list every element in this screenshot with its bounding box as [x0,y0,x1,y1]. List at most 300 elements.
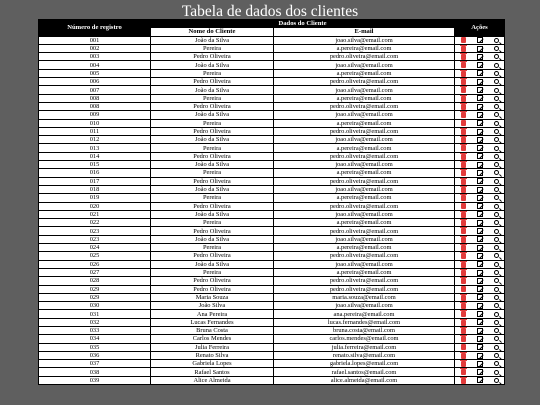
search-icon[interactable] [494,154,499,159]
cell-registro: 015 [39,161,151,169]
cell-email: a.pereira@email.com [274,94,455,102]
trash-icon[interactable] [461,245,466,251]
table-row [39,185,505,193]
edit-icon[interactable] [477,294,483,300]
trash-icon[interactable] [461,195,466,201]
cell-acoes [455,219,505,227]
trash-icon[interactable] [461,46,466,52]
table-row [39,161,505,169]
cell-registro: 027 [39,268,151,276]
search-icon[interactable] [494,146,499,151]
search-icon[interactable] [494,112,499,117]
edit-icon[interactable] [477,129,483,135]
cell-acoes [455,285,505,293]
edit-icon[interactable] [477,187,483,193]
trash-icon[interactable] [461,120,466,126]
search-icon[interactable] [494,71,499,76]
search-icon[interactable] [494,253,499,258]
header-registro: Número de registro [39,20,151,37]
cell-acoes [455,326,505,334]
cell-email: pedro.oliveira@email.com [274,252,455,260]
cell-registro: 034 [39,335,151,343]
trash-icon[interactable] [461,369,466,375]
cell-nome: João da Silva [151,136,274,144]
search-icon[interactable] [494,312,499,317]
cell-registro: 007 [39,86,151,94]
trash-icon[interactable] [461,71,466,77]
cell-nome: João da Silva [151,111,274,119]
cell-registro: 029 [39,293,151,301]
cell-email: maria.souza@email.com [274,293,455,301]
cell-nome: João da Silva [151,161,274,169]
table-row [39,36,505,44]
edit-icon[interactable] [477,79,483,85]
cell-acoes [455,376,505,384]
cell-acoes [455,293,505,301]
table-row [39,177,505,185]
cell-nome: Gabriela Lopes [151,360,274,368]
search-icon[interactable] [494,336,499,341]
cell-nome: Pereira [151,44,274,52]
table-row [39,260,505,268]
trash-icon[interactable] [461,104,466,110]
edit-icon[interactable] [477,162,483,168]
cell-acoes [455,78,505,86]
cell-nome: Pedro Oliveira [151,78,274,86]
cell-email: pedro.oliveira@email.com [274,102,455,110]
header-nome: Nome do Cliente [151,28,274,36]
edit-icon[interactable] [477,319,483,325]
cell-email: joao.silva@email.com [274,36,455,44]
edit-icon[interactable] [477,87,483,93]
cell-registro: 006 [39,78,151,86]
cell-registro: 010 [39,119,151,127]
edit-icon[interactable] [477,228,483,234]
trash-icon[interactable] [461,187,466,193]
edit-icon[interactable] [477,70,483,76]
cell-email: pedro.oliveira@email.com [274,53,455,61]
cell-nome: Renato Silva [151,351,274,359]
cell-nome: João da Silva [151,36,274,44]
table-row [39,94,505,102]
cell-acoes [455,53,505,61]
search-icon[interactable] [494,129,499,134]
trash-icon[interactable] [461,37,466,43]
cell-email: joao.silva@email.com [274,61,455,69]
edit-icon[interactable] [477,245,483,251]
search-icon[interactable] [494,345,499,350]
search-icon[interactable] [494,88,499,93]
cell-nome: João da Silva [151,61,274,69]
search-icon[interactable] [494,54,499,59]
trash-icon[interactable] [461,361,466,367]
table-row [39,119,505,127]
cell-registro: 001 [39,36,151,44]
cell-email: a.pereira@email.com [274,144,455,152]
clients-table-wrapper [38,19,504,385]
cell-acoes [455,177,505,185]
edit-icon[interactable] [477,145,483,151]
search-icon[interactable] [494,204,499,209]
search-icon[interactable] [494,121,499,126]
cell-registro: 032 [39,318,151,326]
cell-nome: Pedro Oliveira [151,53,274,61]
edit-icon[interactable] [477,37,483,43]
trash-icon[interactable] [461,54,466,60]
cell-registro: 008 [39,102,151,110]
cell-acoes [455,360,505,368]
header-acoes: Ações [455,20,505,37]
table-row [39,111,505,119]
search-icon[interactable] [494,179,499,184]
trash-icon[interactable] [461,253,466,259]
cell-registro: 037 [39,360,151,368]
table-row [39,310,505,318]
table-row [39,152,505,160]
trash-icon[interactable] [461,79,466,85]
cell-email: carlos.mendes@email.com [274,335,455,343]
cell-nome: Pereira [151,119,274,127]
cell-acoes [455,169,505,177]
table-row [39,368,505,376]
edit-icon[interactable] [477,336,483,342]
cell-registro: 023 [39,235,151,243]
cell-registro: 031 [39,310,151,318]
search-icon[interactable] [494,212,499,217]
edit-icon[interactable] [477,270,483,276]
cell-acoes [455,244,505,252]
search-icon[interactable] [494,270,499,275]
search-icon[interactable] [494,353,499,358]
trash-icon[interactable] [461,145,466,151]
cell-registro: 022 [39,219,151,227]
cell-registro: 029 [39,285,151,293]
cell-registro: 017 [39,177,151,185]
cell-nome: Pereira [151,169,274,177]
cell-registro: 016 [39,169,151,177]
cell-acoes [455,152,505,160]
edit-icon[interactable] [477,361,483,367]
cell-email: joao.silva@email.com [274,86,455,94]
search-icon[interactable] [494,46,499,51]
trash-icon[interactable] [461,311,466,317]
cell-acoes [455,185,505,193]
cell-registro: 033 [39,326,151,334]
edit-icon[interactable] [477,303,483,309]
search-icon[interactable] [494,63,499,68]
edit-icon[interactable] [477,311,483,317]
edit-icon[interactable] [477,278,483,284]
trash-icon[interactable] [461,220,466,226]
cell-email: a.pereira@email.com [274,194,455,202]
trash-icon[interactable] [461,212,466,218]
cell-nome: João Silva [151,302,274,310]
search-icon[interactable] [494,278,499,283]
cell-nome: Maria Souza [151,293,274,301]
trash-icon[interactable] [461,137,466,143]
trash-icon[interactable] [461,237,466,243]
trash-icon[interactable] [461,286,466,292]
cell-registro: 021 [39,210,151,218]
trash-icon[interactable] [461,203,466,209]
trash-icon[interactable] [461,378,466,384]
edit-icon[interactable] [477,178,483,184]
search-icon[interactable] [494,38,499,43]
cell-registro: 025 [39,252,151,260]
cell-registro: 019 [39,194,151,202]
table-row [39,360,505,368]
cell-email: lucas.fernandes@email.com [274,318,455,326]
trash-icon[interactable] [461,336,466,342]
cell-nome: Pereira [151,194,274,202]
search-icon[interactable] [494,320,499,325]
trash-icon[interactable] [461,278,466,284]
cell-nome: Pedro Oliveira [151,202,274,210]
cell-email: a.pereira@email.com [274,69,455,77]
cell-registro: 026 [39,260,151,268]
search-icon[interactable] [494,361,499,366]
table-row [39,376,505,384]
cell-nome: Pereira [151,244,274,252]
trash-icon[interactable] [461,96,466,102]
cell-acoes [455,310,505,318]
edit-icon[interactable] [477,170,483,176]
edit-icon[interactable] [477,95,483,101]
page-title: Tabela de dados dos clientes [181,3,359,20]
cell-email: joao.silva@email.com [274,111,455,119]
edit-icon[interactable] [477,211,483,217]
cell-nome: Pedro Oliveira [151,252,274,260]
cell-email: ana.pereira@email.com [274,310,455,318]
cell-acoes [455,119,505,127]
search-icon[interactable] [494,245,499,250]
cell-registro: 004 [39,61,151,69]
cell-nome: Pereira [151,219,274,227]
table-row [39,194,505,202]
edit-icon[interactable] [477,369,483,375]
edit-icon[interactable] [477,203,483,209]
cell-acoes [455,194,505,202]
cell-nome: Lucas Fernandes [151,318,274,326]
cell-email: bruna.costa@email.com [274,326,455,334]
cell-email: gabriela.lopes@email.com [274,360,455,368]
cell-nome: Carlos Mendes [151,335,274,343]
cell-registro: 030 [39,302,151,310]
cell-nome: Pereira [151,144,274,152]
trash-icon[interactable] [461,154,466,160]
cell-nome: Pedro Oliveira [151,277,274,285]
trash-icon[interactable] [461,62,466,68]
edit-icon[interactable] [477,104,483,110]
search-icon[interactable] [494,262,499,267]
table-row [39,61,505,69]
trash-icon[interactable] [461,112,466,118]
cell-nome: Pedro Oliveira [151,152,274,160]
search-icon[interactable] [494,79,499,84]
cell-nome: Pereira [151,268,274,276]
cell-acoes [455,277,505,285]
table-row [39,351,505,359]
search-icon[interactable] [494,229,499,234]
search-icon[interactable] [494,237,499,242]
trash-icon[interactable] [461,179,466,185]
table-row [39,219,505,227]
cell-registro: 039 [39,376,151,384]
cell-email: renato.silva@email.com [274,351,455,359]
trash-icon[interactable] [461,344,466,350]
cell-nome: Rafael Santos [151,368,274,376]
cell-acoes [455,351,505,359]
cell-registro: 012 [39,136,151,144]
edit-icon[interactable] [477,153,483,159]
trash-icon[interactable] [461,228,466,234]
edit-icon[interactable] [477,253,483,259]
cell-email: joao.silva@email.com [274,136,455,144]
cell-email: pedro.oliveira@email.com [274,285,455,293]
cell-acoes [455,210,505,218]
edit-icon[interactable] [477,286,483,292]
table-body [39,36,505,384]
table-row [39,227,505,235]
cell-nome: Alice Almeida [151,376,274,384]
cell-acoes [455,252,505,260]
search-icon[interactable] [494,220,499,225]
cell-email: a.pereira@email.com [274,119,455,127]
cell-nome: Pedro Oliveira [151,127,274,135]
cell-nome: João da Silva [151,235,274,243]
search-icon[interactable] [494,104,499,109]
cell-nome: Pedro Oliveira [151,177,274,185]
trash-icon[interactable] [461,270,466,276]
trash-icon[interactable] [461,320,466,326]
cell-email: pedro.oliveira@email.com [274,152,455,160]
search-icon[interactable] [494,295,499,300]
trash-icon[interactable] [461,129,466,135]
edit-icon[interactable] [477,112,483,118]
trash-icon[interactable] [461,162,466,168]
cell-acoes [455,227,505,235]
edit-icon[interactable] [477,54,483,60]
table-row [39,102,505,110]
search-icon[interactable] [494,287,499,292]
table-row [39,268,505,276]
cell-acoes [455,127,505,135]
table-row [39,302,505,310]
cell-email: pedro.oliveira@email.com [274,227,455,235]
cell-registro: 023 [39,227,151,235]
table-row [39,169,505,177]
trash-icon[interactable] [461,87,466,93]
cell-acoes [455,368,505,376]
cell-registro: 005 [39,69,151,77]
trash-icon[interactable] [461,328,466,334]
edit-icon[interactable] [477,353,483,359]
cell-acoes [455,235,505,243]
edit-icon[interactable] [477,120,483,126]
table-row [39,326,505,334]
search-icon[interactable] [494,137,499,142]
trash-icon[interactable] [461,303,466,309]
header-email: E-mail [274,28,455,36]
trash-icon[interactable] [461,262,466,268]
cell-email: joao.silva@email.com [274,161,455,169]
table-row [39,285,505,293]
cell-nome: João da Silva [151,210,274,218]
search-icon[interactable] [494,187,499,192]
edit-icon[interactable] [477,46,483,52]
cell-nome: João da Silva [151,185,274,193]
cell-acoes [455,302,505,310]
cell-registro: 038 [39,368,151,376]
cell-registro: 036 [39,351,151,359]
cell-email: alice.almeida@email.com [274,376,455,384]
trash-icon[interactable] [461,295,466,301]
edit-icon[interactable] [477,62,483,68]
cell-registro: 002 [39,44,151,52]
cell-acoes [455,69,505,77]
search-icon[interactable] [494,328,499,333]
edit-icon[interactable] [477,220,483,226]
cell-email: pedro.oliveira@email.com [274,177,455,185]
edit-icon[interactable] [477,328,483,334]
table-row [39,244,505,252]
cell-email: joao.silva@email.com [274,302,455,310]
cell-email: a.pereira@email.com [274,44,455,52]
trash-icon[interactable] [461,170,466,176]
clients-table [38,19,505,385]
cell-email: joao.silva@email.com [274,210,455,218]
search-icon[interactable] [494,370,499,375]
cell-registro: 024 [39,244,151,252]
search-icon[interactable] [494,96,499,101]
search-icon[interactable] [494,195,499,200]
edit-icon[interactable] [477,137,483,143]
table-row [39,202,505,210]
edit-icon[interactable] [477,195,483,201]
cell-acoes [455,86,505,94]
search-icon[interactable] [494,378,499,383]
search-icon[interactable] [494,162,499,167]
table-row [39,277,505,285]
table-row [39,53,505,61]
table-row [39,293,505,301]
cell-email: pedro.oliveira@email.com [274,78,455,86]
trash-icon[interactable] [461,353,466,359]
table-row [39,343,505,351]
edit-icon[interactable] [477,261,483,267]
cell-acoes [455,318,505,326]
cell-email: a.pereira@email.com [274,244,455,252]
cell-nome: Pereira [151,94,274,102]
cell-email: pedro.oliveira@email.com [274,202,455,210]
edit-icon[interactable] [477,377,483,383]
search-icon[interactable] [494,303,499,308]
table-row [39,127,505,135]
edit-icon[interactable] [477,344,483,350]
cell-email: joao.silva@email.com [274,235,455,243]
cell-email: a.pereira@email.com [274,169,455,177]
cell-email: julia.ferreira@email.com [274,343,455,351]
cell-acoes [455,335,505,343]
cell-acoes [455,343,505,351]
cell-nome: João da Silva [151,86,274,94]
cell-nome: Pereira [151,69,274,77]
cell-nome: Pedro Oliveira [151,285,274,293]
header-dados-cliente: Dados do Cliente [151,20,455,28]
cell-acoes [455,44,505,52]
edit-icon[interactable] [477,236,483,242]
search-icon[interactable] [494,170,499,175]
